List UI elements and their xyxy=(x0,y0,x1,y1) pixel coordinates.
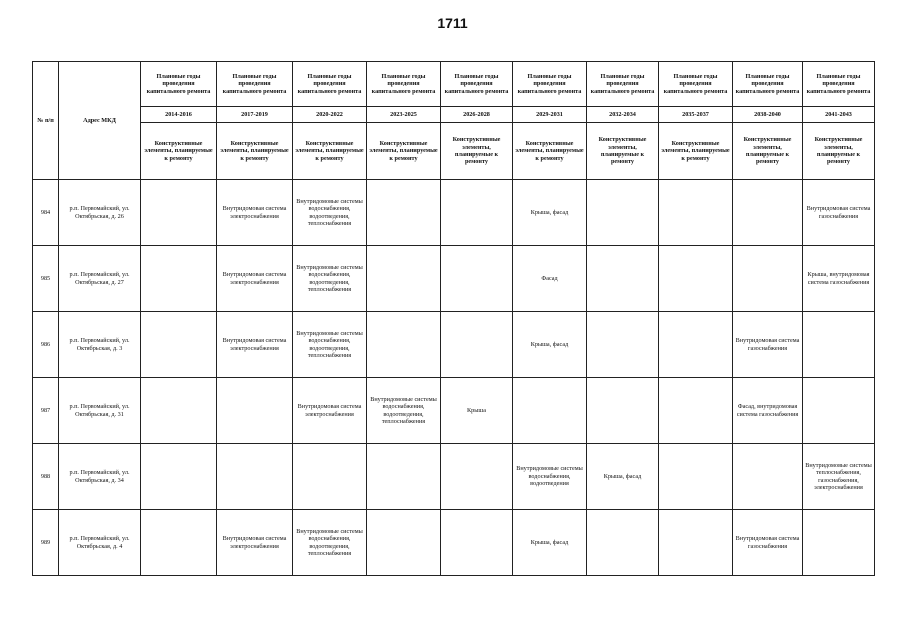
header-row-elements xyxy=(33,123,875,180)
header-row-years xyxy=(33,107,875,123)
header-plan-title: Плановые годы проведения капитального ремонта xyxy=(367,62,441,107)
header-elements: Конструктивные элементы, планируемые к ремонту xyxy=(587,123,659,180)
repair-cell xyxy=(367,444,441,510)
repair-cell xyxy=(587,312,659,378)
header-year: 2014-2016 xyxy=(141,107,217,123)
table-row xyxy=(33,510,875,576)
repair-cell xyxy=(367,510,441,576)
row-number: 985 xyxy=(33,246,59,312)
repair-cell xyxy=(441,312,513,378)
row-number: 986 xyxy=(33,312,59,378)
header-plan-title: Плановые годы проведения капитального ремонта xyxy=(141,62,217,107)
repair-cell: Внутридомовые системы водоснабжения, водоотведения, теплоснабжения xyxy=(367,378,441,444)
header-plan-title: Плановые годы проведения капитального ремонта xyxy=(733,62,803,107)
page-number: 1711 xyxy=(437,15,468,31)
header-row-plan xyxy=(33,62,875,107)
table-row xyxy=(33,378,875,444)
repair-cell: Внутридомовая система газоснабжения xyxy=(733,510,803,576)
row-number: 988 xyxy=(33,444,59,510)
repair-cell: Внутридомовая система электроснабжения xyxy=(217,180,293,246)
repair-cell: Внутридомовые системы водоснабжения, водоотведения, теплоснабжения xyxy=(293,246,367,312)
repair-cell: Внутридомовые системы водоснабжения, водоотведения, теплоснабжения xyxy=(293,312,367,378)
header-year: 2041-2043 xyxy=(803,107,875,123)
repair-cell xyxy=(587,246,659,312)
repair-cell xyxy=(367,312,441,378)
header-elements: Конструктивные элементы, планируемые к ремонту xyxy=(441,123,513,180)
header-year: 2023-2025 xyxy=(367,107,441,123)
repair-cell xyxy=(293,444,367,510)
header-num: № п/п xyxy=(33,62,59,180)
repair-cell xyxy=(803,312,875,378)
header-elements: Конструктивные элементы, планируемые к ремонту xyxy=(141,123,217,180)
repair-cell xyxy=(441,246,513,312)
row-number: 984 xyxy=(33,180,59,246)
repair-cell: Внутридомовая система электроснабжения xyxy=(217,246,293,312)
header-plan-title: Плановые годы проведения капитального ремонта xyxy=(441,62,513,107)
row-address: р.п. Первомайский, ул. Октябрьская, д. 26 xyxy=(59,180,141,246)
header-elements: Конструктивные элементы, планируемые к ремонту xyxy=(293,123,367,180)
repair-cell: Внутридомовые системы теплоснабжения, газоснабжения, электроснабжения xyxy=(803,444,875,510)
header-year: 2038-2040 xyxy=(733,107,803,123)
repair-cell: Внутридомовая система электроснабжения xyxy=(217,510,293,576)
repair-cell xyxy=(587,510,659,576)
table-row xyxy=(33,312,875,378)
table-row xyxy=(33,180,875,246)
repair-cell xyxy=(367,180,441,246)
row-number: 989 xyxy=(33,510,59,576)
repair-cell xyxy=(803,378,875,444)
table-row xyxy=(33,246,875,312)
header-plan-title: Плановые годы проведения капитального ремонта xyxy=(659,62,733,107)
header-plan-title: Плановые годы проведения капитального ремонта xyxy=(587,62,659,107)
header-elements: Конструктивные элементы, планируемые к ремонту xyxy=(513,123,587,180)
repair-cell: Внутридомовые системы водоснабжения, водоотведения, теплоснабжения xyxy=(293,510,367,576)
header-address: Адрес МКД xyxy=(59,62,141,180)
header-year: 2032-2034 xyxy=(587,107,659,123)
repair-cell: Крыша xyxy=(441,378,513,444)
header-year: 2020-2022 xyxy=(293,107,367,123)
table-row xyxy=(33,444,875,510)
repair-cell xyxy=(217,444,293,510)
repair-cell: Внутридомовые системы водоснабжения, водоотведения, теплоснабжения xyxy=(293,180,367,246)
header-year: 2026-2028 xyxy=(441,107,513,123)
repair-cell xyxy=(659,510,733,576)
header-elements: Конструктивные элементы, планируемые к ремонту xyxy=(733,123,803,180)
header-elements: Конструктивные элементы, планируемые к ремонту xyxy=(217,123,293,180)
repair-cell: Внутридомовая система электроснабжения xyxy=(217,312,293,378)
repair-cell xyxy=(659,312,733,378)
repair-cell: Внутридомовая система электроснабжения xyxy=(293,378,367,444)
repair-cell xyxy=(441,180,513,246)
repair-cell xyxy=(141,246,217,312)
repair-cell: Внутридомовые системы водоснабжения, водоотведения xyxy=(513,444,587,510)
repair-cell xyxy=(441,510,513,576)
repair-cell xyxy=(659,444,733,510)
repair-cell xyxy=(367,246,441,312)
row-address: р.п. Первомайский, ул. Октябрьская, д. 27 xyxy=(59,246,141,312)
row-number: 987 xyxy=(33,378,59,444)
repair-cell: Внутридомовая система газоснабжения xyxy=(803,180,875,246)
header-elements: Конструктивные элементы, планируемые к ремонту xyxy=(803,123,875,180)
capital-repair-table xyxy=(32,61,875,576)
header-plan-title: Плановые годы проведения капитального ремонта xyxy=(217,62,293,107)
repair-cell: Фасад, внутридомовая система газоснабжения xyxy=(733,378,803,444)
repair-cell xyxy=(217,378,293,444)
row-address: р.п. Первомайский, ул. Октябрьская, д. 3 xyxy=(59,312,141,378)
repair-cell xyxy=(803,510,875,576)
header-year: 2029-2031 xyxy=(513,107,587,123)
repair-cell: Крыша, фасад xyxy=(513,312,587,378)
repair-cell: Фасад xyxy=(513,246,587,312)
repair-cell xyxy=(513,378,587,444)
repair-cell xyxy=(441,444,513,510)
repair-cell: Крыша, внутридомовая система газоснабжения xyxy=(803,246,875,312)
repair-cell: Крыша, фасад xyxy=(587,444,659,510)
header-elements: Конструктивные элементы, планируемые к ремонту xyxy=(659,123,733,180)
repair-cell xyxy=(733,246,803,312)
header-elements: Конструктивные элементы, планируемые к ремонту xyxy=(367,123,441,180)
repair-cell xyxy=(141,180,217,246)
row-address: р.п. Первомайский, ул. Октябрьская, д. 31 xyxy=(59,378,141,444)
row-address: р.п. Первомайский, ул. Октябрьская, д. 34 xyxy=(59,444,141,510)
header-year: 2035-2037 xyxy=(659,107,733,123)
repair-cell xyxy=(733,444,803,510)
repair-cell xyxy=(141,378,217,444)
repair-cell xyxy=(141,510,217,576)
repair-cell xyxy=(587,378,659,444)
repair-cell xyxy=(659,180,733,246)
repair-cell: Крыша, фасад xyxy=(513,180,587,246)
repair-cell xyxy=(141,312,217,378)
header-plan-title: Плановые годы проведения капитального ремонта xyxy=(293,62,367,107)
header-year: 2017-2019 xyxy=(217,107,293,123)
header-plan-title: Плановые годы проведения капитального ремонта xyxy=(513,62,587,107)
repair-cell xyxy=(659,246,733,312)
repair-cell: Крыша, фасад xyxy=(513,510,587,576)
header-plan-title: Плановые годы проведения капитального ремонта xyxy=(803,62,875,107)
repair-cell xyxy=(733,180,803,246)
repair-cell: Внутридомовая система газоснабжения xyxy=(733,312,803,378)
repair-cell xyxy=(587,180,659,246)
row-address: р.п. Первомайский, ул. Октябрьская, д. 4 xyxy=(59,510,141,576)
repair-cell xyxy=(141,444,217,510)
repair-cell xyxy=(659,378,733,444)
